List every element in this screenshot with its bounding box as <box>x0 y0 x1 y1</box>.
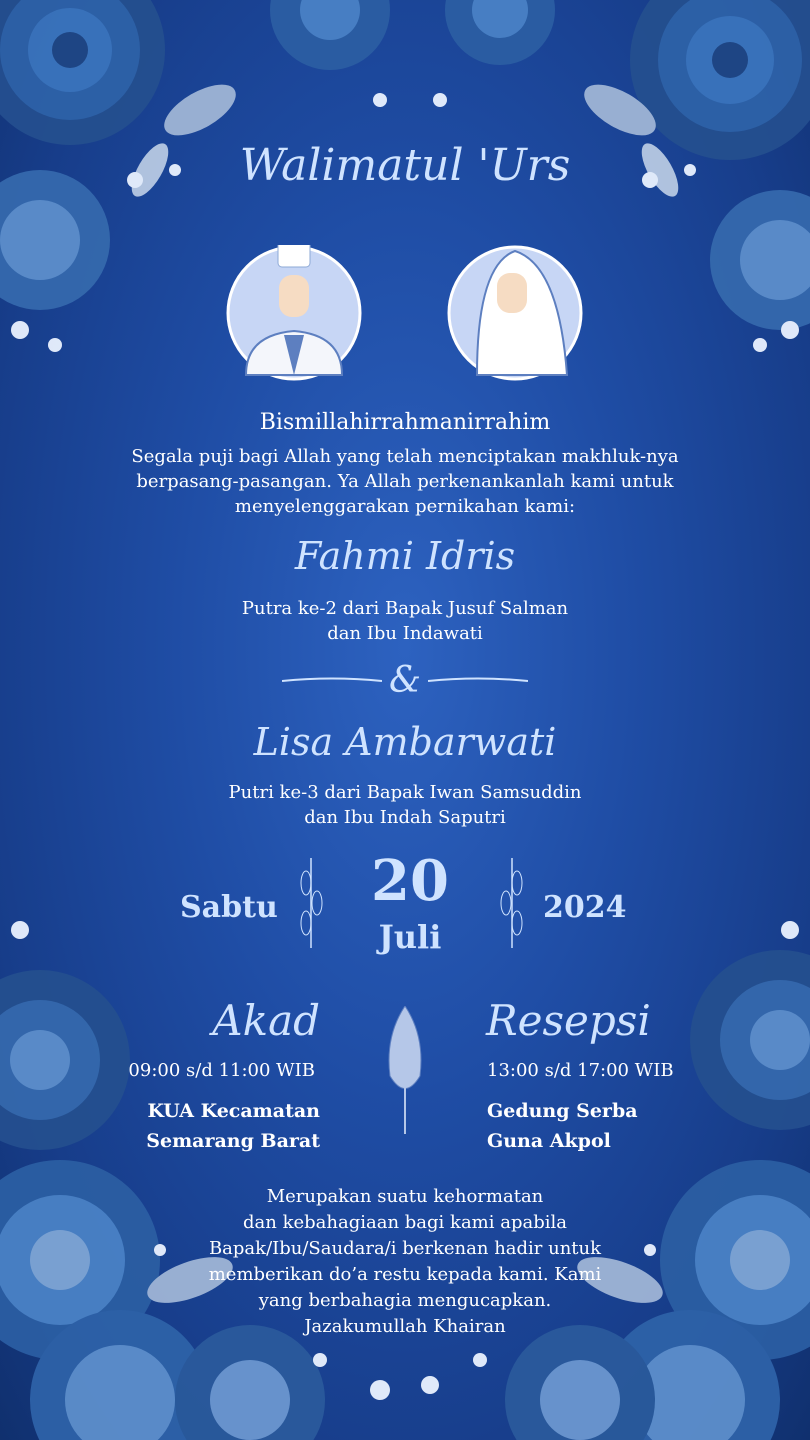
rose-bud-icon <box>380 1006 430 1136</box>
date-month: Juli <box>378 918 442 956</box>
bride-parents <box>0 780 810 830</box>
divider-line-right <box>428 676 528 686</box>
bride-parents-line: dan Ibu Indah Saputri <box>304 807 506 828</box>
ampersand: & <box>388 660 422 701</box>
intro-line: berpasang-pasangan. Ya Allah perkenankanlah kami untuk <box>136 471 674 492</box>
closing-text <box>0 1184 810 1340</box>
bismillah-text: Bismillahirrahmanirrahim <box>259 410 551 435</box>
invitation-title: Walimatul 'Urs <box>239 140 571 191</box>
groom-parents-line: Putra ke-2 dari Bapak Jusuf Salman <box>241 598 569 619</box>
akad-title: Akad <box>212 996 320 1045</box>
intro-line: menyelenggarakan pernikahan kami: <box>234 496 576 517</box>
akad-place-line: Semarang Barat <box>146 1130 320 1152</box>
groom-parents <box>0 596 810 646</box>
groom-parents-line: dan Ibu Indawati <box>327 623 483 644</box>
date-day: Sabtu <box>180 890 278 925</box>
date-number: 20 <box>371 848 449 914</box>
intro-text <box>0 444 810 519</box>
akad-time: 09:00 s/d 11:00 WIB <box>128 1060 315 1081</box>
resepsi-time: 13:00 s/d 17:00 WIB <box>487 1060 674 1081</box>
floral-top-border <box>0 0 810 420</box>
resepsi-place <box>487 1096 707 1156</box>
closing-line: Bapak/Ibu/Saudara/i berkenan hadir untuk <box>208 1238 602 1259</box>
resepsi-place-line: Gedung Serba <box>487 1100 638 1122</box>
groom-avatar <box>226 245 362 381</box>
akad-place <box>100 1096 320 1156</box>
closing-line: Merupakan suatu kehormatan <box>266 1186 544 1207</box>
closing-line: dan kebahagiaan bagi kami apabila <box>243 1212 567 1233</box>
leaf-branch-left-icon <box>296 858 326 948</box>
leaf-branch-right-icon <box>497 858 527 948</box>
date-year: 2024 <box>543 890 627 925</box>
closing-line: yang berbahagia mengucapkan. <box>258 1290 552 1311</box>
closing-line: Jazakumullah Khairan <box>304 1316 506 1337</box>
intro-line: Segala puji bagi Allah yang telah menciptakan makhluk-nya <box>131 446 679 467</box>
akad-place-line: KUA Kecamatan <box>147 1100 320 1122</box>
bride-avatar <box>447 245 583 381</box>
resepsi-place-line: Guna Akpol <box>487 1130 611 1152</box>
bride-parents-line: Putri ke-3 dari Bapak Iwan Samsuddin <box>228 782 582 803</box>
closing-line: memberikan do’a restu kepada kami. Kami <box>208 1264 602 1285</box>
bride-name: Lisa Ambarwati <box>253 720 557 764</box>
resepsi-title: Resepsi <box>486 996 651 1045</box>
groom-name: Fahmi Idris <box>294 534 516 578</box>
